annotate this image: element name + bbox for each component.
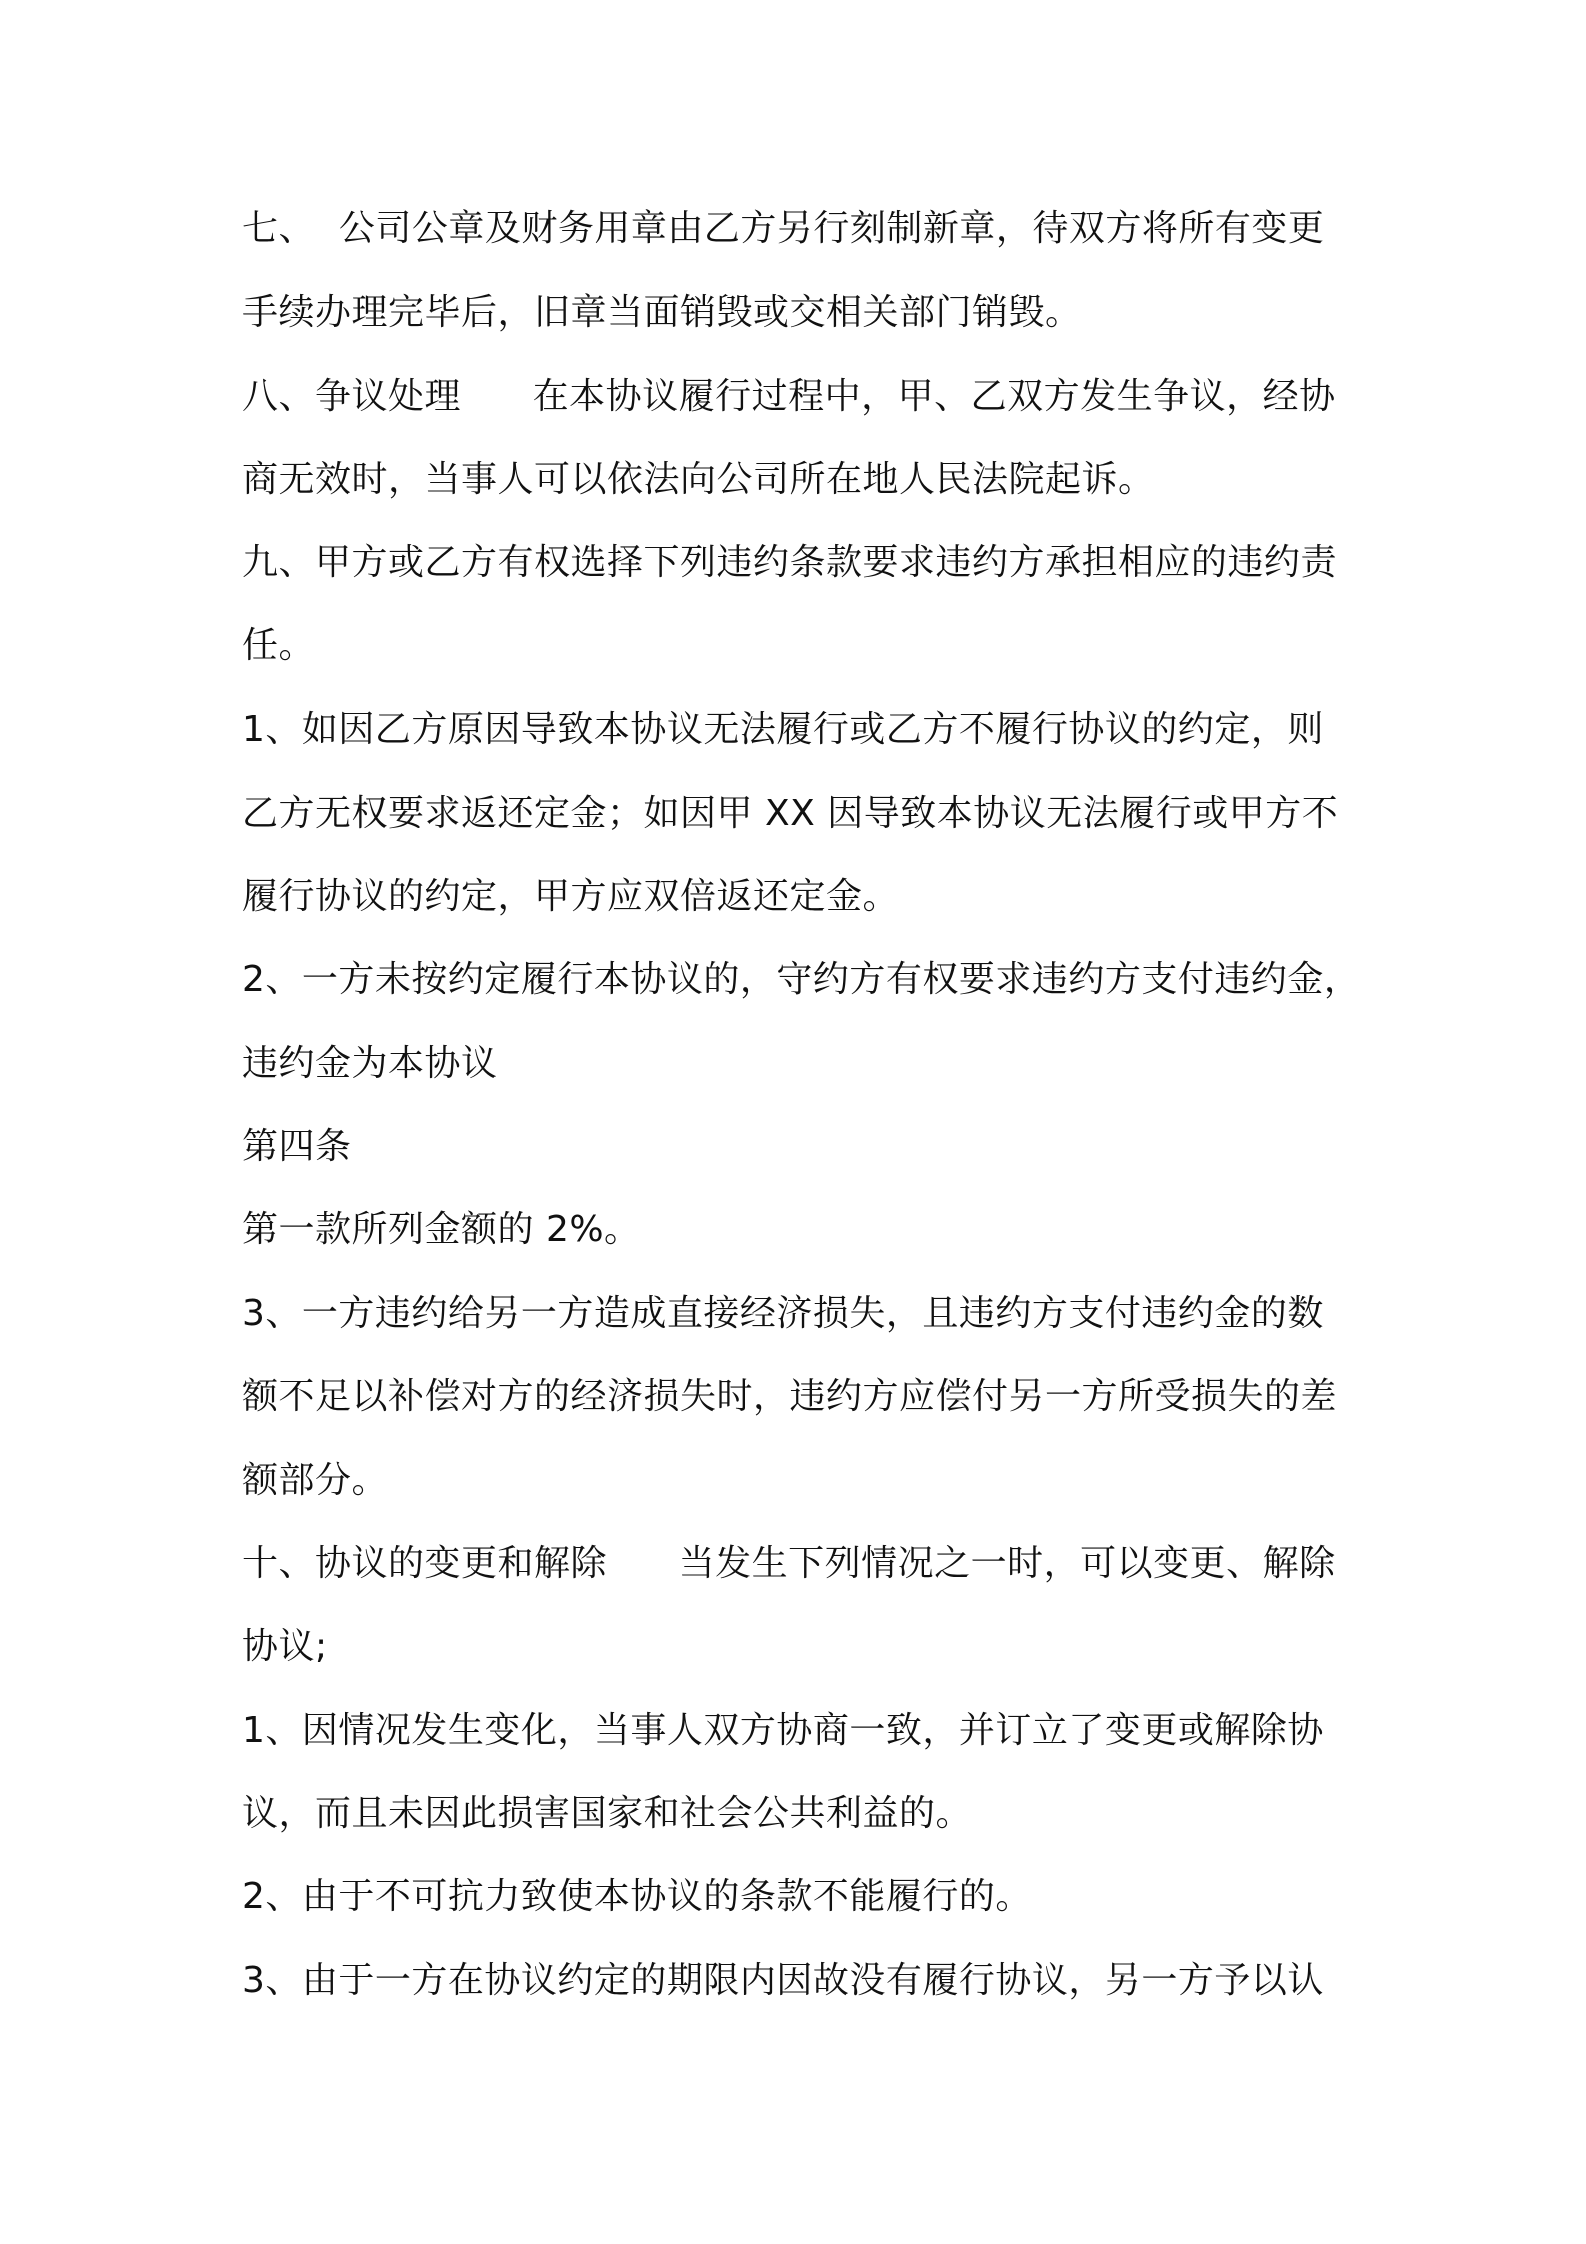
text-line: 协议; [242,1626,328,1667]
text-line: 七、 公司公章及财务用章由乙方另行刻制新章，待双方将所有变更 [242,208,1325,249]
text-line: 任。 [242,625,316,666]
text-line: 商无效时，当事人可以依法向公司所在地人民法院起诉。 [242,459,1155,500]
text-line: 1、如因乙方原因导致本协议无法履行或乙方不履行协议的约定，则 [242,709,1324,750]
text-line: 2、由于不可抗力致使本协议的条款不能履行的。 [242,1876,1032,1917]
text-line: 第一款所列金额的 2%。 [242,1209,641,1250]
text-line: 议，而且未因此损害国家和社会公共利益的。 [242,1793,973,1834]
text-line: 3、由于一方在协议约定的期限内因故没有履行协议，另一方予以认 [242,1960,1324,2001]
text-line: 额不足以补偿对方的经济损失时，违约方应偿付另一方所受损失的差 [242,1376,1338,1417]
text-line: 违约金为本协议 [242,1043,498,1084]
text-line: 履行协议的约定，甲方应双倍返还定金。 [242,876,900,917]
text-line: 第四条 [242,1126,352,1167]
text-line: 乙方无权要求返还定金；如因甲 XX 因导致本协议无法履行或甲方不 [242,793,1339,834]
text-line: 十、协议的变更和解除 当发生下列情况之一时，可以变更、解除 [242,1543,1336,1584]
text-line: 八、争议处理 在本协议履行过程中，甲、乙双方发生争议，经协 [242,376,1336,417]
text-line: 1、因情况发生变化，当事人双方协商一致，并订立了变更或解除协 [242,1710,1324,1751]
text-line: 3、一方违约给另一方造成直接经济损失，且违约方支付违约金的数 [242,1293,1324,1334]
text-line: 额部分。 [242,1460,389,1501]
text-line: 手续办理完毕后，旧章当面销毁或交相关部门销毁。 [242,292,1082,333]
text-line: 2、一方未按约定履行本协议的，守约方有权要求违约方支付违约金， [242,959,1361,1000]
text-line: 九、甲方或乙方有权选择下列违约条款要求违约方承担相应的违约责 [242,542,1338,583]
